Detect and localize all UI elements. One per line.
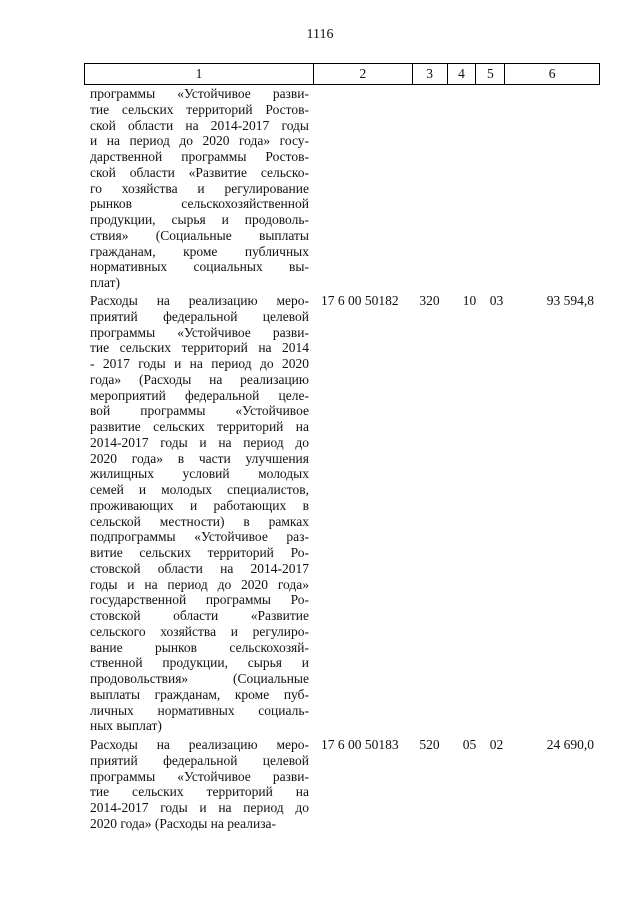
description-line: приятий федеральной целевой	[90, 308, 309, 324]
description-line: сельской местности) в рамках	[90, 513, 309, 529]
description-line: подпрограммы «Устойчивое раз-	[90, 529, 309, 545]
column-header-6: 6	[504, 64, 599, 84]
description-line: ствия» (Социальные выплаты	[90, 227, 309, 243]
description-line: тие сельских территорий на 2014	[90, 340, 309, 356]
description-line: нормативных социальных вы-	[90, 259, 309, 275]
description-line: тие сельских территорий на	[90, 784, 309, 800]
table-column-header	[84, 63, 600, 85]
description-line: программы «Устойчивое разви-	[90, 768, 309, 784]
description-line: проживающих и работающих в	[90, 497, 309, 513]
column-header-3: 3	[412, 64, 447, 84]
description-line: личных нормативных социаль-	[90, 702, 309, 718]
description-line: тие сельских территорий Ростов-	[90, 101, 309, 117]
description-line: ных выплат)	[90, 718, 162, 734]
section-code: 05	[462, 737, 477, 752]
target-article-code: 17 6 00 50183	[321, 737, 399, 752]
description-line: ской области на 2014-2017 годы	[90, 117, 309, 133]
column-header-4: 4	[447, 64, 476, 84]
row-description	[90, 86, 309, 291]
description-line: Расходы на реализацию меро-	[90, 737, 309, 752]
amount: 24 690,0	[546, 737, 594, 752]
description-line: 2014-2017 годы и на период до	[90, 800, 309, 815]
description-line: Расходы на реализацию меро-	[90, 293, 309, 308]
description-line: программы «Устойчивое разви-	[90, 86, 309, 101]
description-line: продовольствия» (Социальные	[90, 671, 309, 686]
description-line: витие сельских территорий Ро-	[90, 545, 309, 560]
row-description	[90, 293, 309, 734]
description-line: рынков сельскохозяйственной	[90, 196, 309, 212]
description-line: программы «Устойчивое разви-	[90, 324, 309, 340]
column-header-5: 5	[475, 64, 504, 84]
description-line: вание рынков сельскохозяй-	[90, 639, 309, 655]
description-line: выплаты гражданам, кроме пуб-	[90, 686, 309, 702]
description-line: года» (Расходы на реализацию	[90, 371, 309, 387]
description-line: вой программы «Устойчивое	[90, 403, 309, 419]
description-line: сельского хозяйства и регулиро-	[90, 623, 309, 639]
expense-type-code: 520	[419, 737, 440, 752]
description-line: жилищных условий молодых	[90, 466, 309, 482]
description-line: гражданам, кроме публичных	[90, 243, 309, 259]
row-description	[90, 737, 309, 832]
description-line: стовской области «Развитие	[90, 608, 309, 623]
expense-type-code: 320	[419, 293, 440, 308]
description-line: - 2017 годы и на период до 2020	[90, 356, 309, 371]
column-header-2: 2	[313, 64, 412, 84]
amount: 93 594,8	[546, 293, 594, 308]
description-line: развитие сельских территорий на	[90, 419, 309, 434]
column-header-1: 1	[195, 66, 203, 81]
description-line: дарственной программы Ростов-	[90, 149, 309, 164]
description-line: и на период до 2020 года» госу-	[90, 133, 309, 149]
description-line: годы и на период до 2020 года»	[90, 576, 309, 592]
description-line: го хозяйства и регулирование	[90, 180, 309, 196]
description-line: продукции, сырья и продоволь-	[90, 212, 309, 227]
target-article-code: 17 6 00 50182	[321, 293, 399, 308]
section-code: 10	[462, 293, 477, 308]
page-number: 1116	[306, 27, 334, 42]
description-line: государственной программы Ро-	[90, 592, 309, 608]
description-line: 2014-2017 годы и на период до	[90, 434, 309, 450]
description-line: мероприятий федеральной целе-	[90, 387, 309, 403]
description-line: семей и молодых специалистов,	[90, 482, 309, 497]
description-line: приятий федеральной целевой	[90, 752, 309, 768]
description-line: стовской области на 2014-2017	[90, 560, 309, 576]
subsection-code: 03	[489, 293, 504, 308]
description-line: плат)	[90, 275, 120, 290]
description-line: ственной продукции, сырья и	[90, 655, 309, 671]
description-line: 2020 года» (Расходы на реализа-	[90, 815, 277, 831]
description-line: ской области «Развитие сельско-	[90, 164, 309, 180]
description-line: 2020 года» в части улучшения	[90, 450, 309, 466]
subsection-code: 02	[489, 737, 504, 752]
